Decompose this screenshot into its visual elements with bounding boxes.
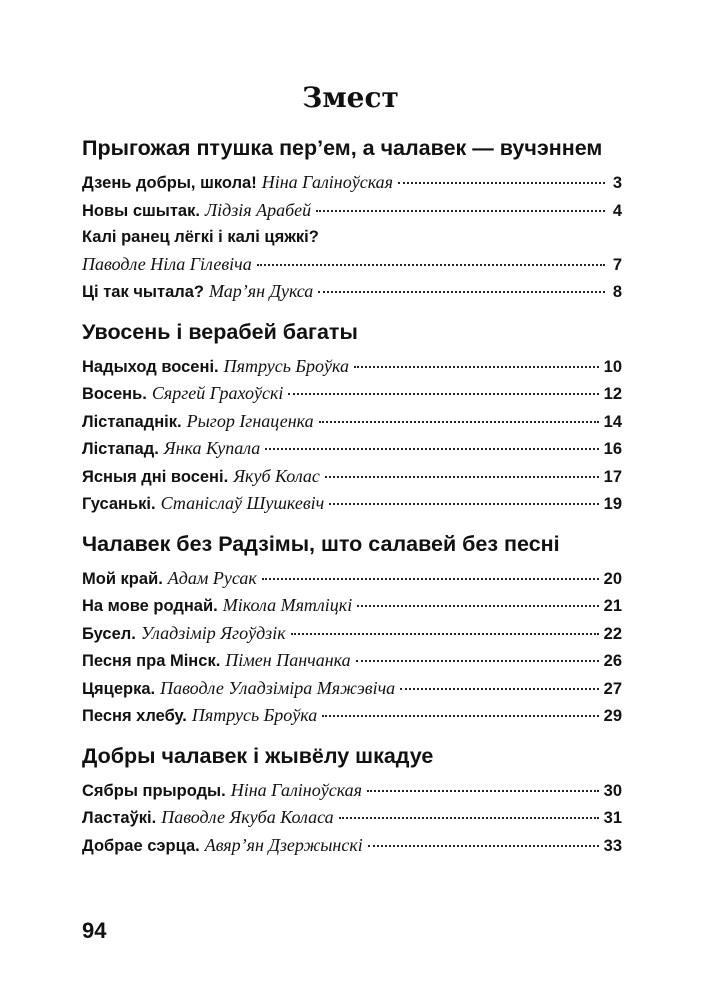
entry-page-number: 22 (603, 624, 622, 643)
dot-leader (357, 605, 598, 607)
toc-entry[interactable] (82, 224, 622, 251)
entry-title: Бусел. (82, 624, 136, 643)
entry-author: Станіслаў Шушкевіч (160, 493, 325, 513)
entry-title: Ясныя дні восені. (82, 467, 229, 486)
entry-author: Пятрусь Броўка (223, 355, 350, 376)
dot-leader (398, 182, 605, 184)
entry-author: Паводле Уладзіміра Мяжэвіча (160, 677, 396, 698)
entry-page-number: 7 (612, 255, 622, 274)
toc-section (82, 318, 622, 518)
entry-author: Мікола Мятліцкі (222, 595, 353, 615)
entry-author: Ніна Галіноўская (261, 172, 394, 192)
toc-entry-continued[interactable] (82, 251, 622, 279)
entry-page-number: 30 (603, 781, 622, 800)
entry-page-number: 10 (603, 357, 622, 376)
entry-page-number: 3 (612, 174, 622, 192)
entry-author: Паводле Ніла Гілевіча (82, 253, 252, 274)
entry-author: Рыгор Ігнаценка (186, 410, 314, 431)
entry-title: Песня пра Мінск. (82, 652, 221, 670)
toc-entry[interactable] (82, 647, 622, 675)
dot-leader (257, 264, 605, 266)
entry-title: Калі ранец лёгкі і калі цяжкі? (82, 228, 319, 246)
entry-page-number: 26 (603, 652, 622, 670)
entry-page-number: 33 (603, 836, 622, 855)
page-number: 94 (82, 918, 107, 943)
entry-title: На мове роднай. (82, 597, 218, 615)
entry-title: Лістападнік. (82, 412, 182, 431)
entry-title: Ластаўкі. (82, 809, 157, 827)
entry-author: Сяргей Грахоўскі (151, 383, 284, 403)
entry-author: Якуб Колас (233, 465, 320, 486)
entry-page-number: 29 (603, 707, 622, 725)
toc-entry[interactable] (82, 620, 622, 648)
dot-leader (265, 448, 598, 450)
toc-entry[interactable] (82, 565, 622, 593)
entry-page-number: 16 (603, 440, 622, 458)
section-title: Чалавек без Радзімы, што салавей без песні (82, 531, 560, 556)
dot-leader (318, 291, 605, 293)
dot-leader (400, 688, 598, 690)
entry-author: Пятрусь Броўка (191, 705, 318, 725)
entry-title: Ці так чытала? (82, 283, 204, 301)
toc-entry[interactable] (82, 490, 622, 518)
entry-author: Мар’ян Дукса (209, 281, 314, 301)
entry-title: Цяцерка. (82, 679, 156, 698)
entry-title: Гусанькі. (82, 495, 156, 513)
entry-author: Авяр’ян Дзержынскі (204, 834, 363, 855)
toc-entry[interactable] (82, 463, 622, 491)
toc-entry[interactable] (82, 702, 622, 730)
section-title: Прыгожая птушка пер’ем, а чалавек — вучэннем (82, 136, 603, 160)
dot-leader (356, 660, 599, 662)
entry-page-number: 17 (603, 467, 622, 486)
toc-entry[interactable] (82, 169, 622, 197)
entry-author: Янка Купала (163, 438, 261, 458)
entry-page-number: 27 (603, 679, 622, 698)
entry-title: Песня хлебу. (82, 707, 187, 725)
entry-page-number: 14 (603, 412, 622, 431)
dot-leader (329, 503, 598, 505)
toc-section (82, 134, 622, 306)
toc-entry[interactable] (82, 777, 622, 805)
toc-entries (82, 565, 622, 730)
dot-leader (325, 476, 599, 478)
entry-author: Паводле Якуба Коласа (161, 807, 334, 827)
entry-page-number: 31 (603, 809, 622, 827)
toc-entry[interactable] (82, 197, 622, 225)
toc-entries (82, 353, 622, 518)
toc-entries (82, 777, 622, 860)
entry-author: Ніна Галіноўская (230, 779, 363, 800)
table-of-contents (82, 134, 622, 871)
entry-title: Сябры прыроды. (82, 781, 226, 800)
dot-leader (339, 817, 599, 819)
toc-entry[interactable] (82, 592, 622, 620)
entry-title: Лістапад. (82, 440, 159, 458)
toc-entries (82, 169, 622, 306)
entry-page-number: 20 (603, 569, 622, 588)
dot-leader (291, 633, 599, 635)
toc-entry[interactable] (82, 435, 622, 463)
dot-leader (319, 421, 599, 423)
entry-title: Новы сшытак. (82, 201, 200, 220)
dot-leader (367, 790, 599, 792)
entry-page-number: 4 (612, 201, 622, 220)
entry-page-number: 12 (603, 385, 622, 403)
dot-leader (262, 578, 599, 580)
entry-author: Пімен Панчанка (225, 650, 351, 670)
toc-entry[interactable] (82, 278, 622, 306)
dot-leader (368, 845, 599, 847)
dot-leader (354, 366, 599, 368)
entry-page-number: 8 (612, 283, 622, 301)
entry-page-number: 19 (603, 495, 622, 513)
entry-title: Восень. (82, 385, 147, 403)
page-title: Змест (302, 81, 399, 114)
section-title: Увосень і верабей багаты (82, 319, 358, 344)
dot-leader (322, 715, 598, 717)
entry-author: Уладзімір Ягоўдзік (140, 622, 286, 643)
section-title: Добры чалавек і жывёлу шкадуе (82, 743, 434, 768)
entry-author: Лідзія Арабей (204, 199, 312, 220)
dot-leader (288, 393, 598, 395)
entry-title: Дзень добры, школа! (82, 174, 257, 192)
toc-entry[interactable] (82, 408, 622, 436)
toc-section (82, 742, 622, 860)
entry-page-number: 21 (603, 597, 622, 615)
entry-title: Надыход восені. (82, 357, 219, 376)
toc-entry[interactable] (82, 804, 622, 832)
toc-section (82, 530, 622, 730)
toc-entry[interactable] (82, 380, 622, 408)
entry-title: Добрае сэрца. (82, 836, 200, 855)
entry-author: Адам Русак (167, 567, 257, 588)
toc-entry[interactable] (82, 353, 622, 381)
toc-entry[interactable] (82, 675, 622, 703)
entry-title: Мой край. (82, 569, 163, 588)
toc-entry[interactable] (82, 832, 622, 860)
dot-leader (316, 210, 605, 212)
